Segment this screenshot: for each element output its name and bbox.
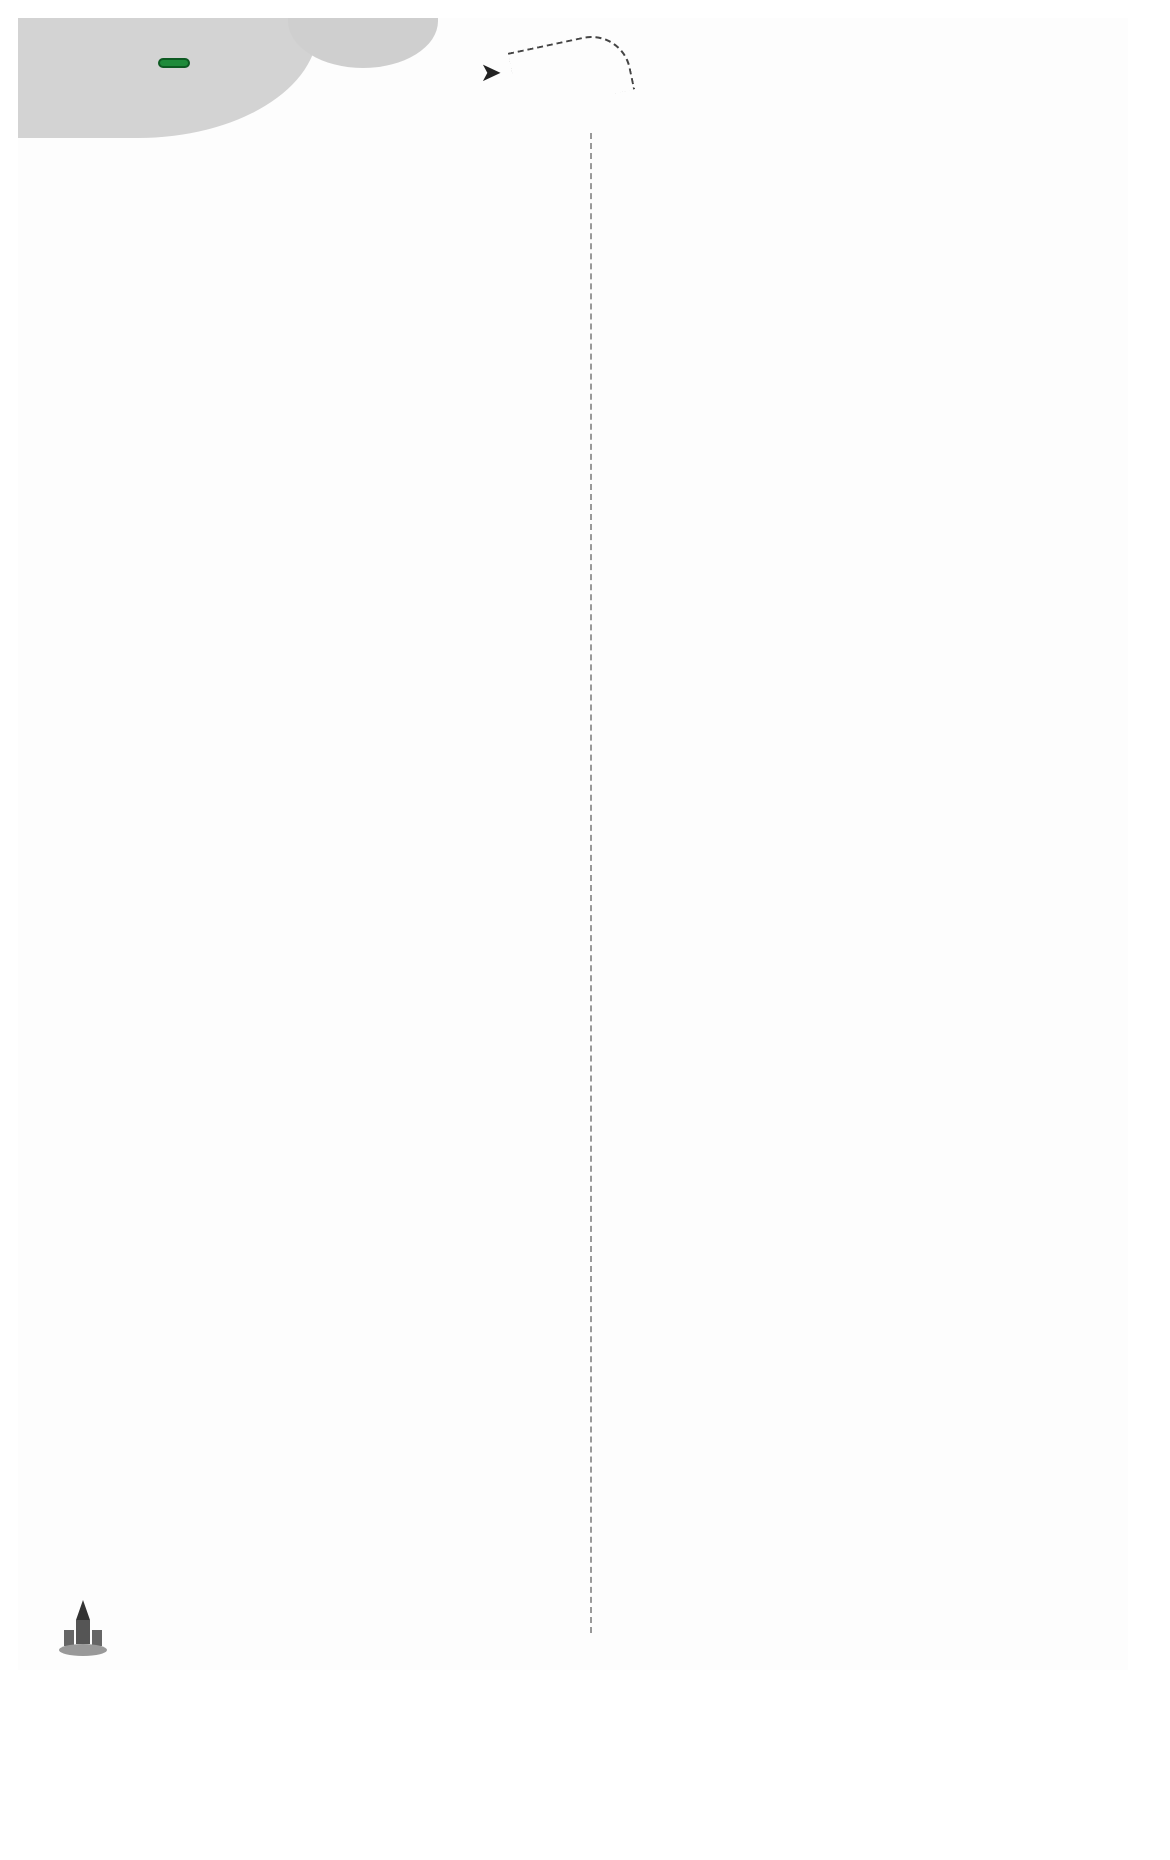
column-divider <box>590 133 592 1633</box>
header-decoration-2 <box>288 18 438 68</box>
brand-badge <box>158 58 190 68</box>
workbook-page <box>18 18 1128 1670</box>
header-decoration <box>18 18 318 138</box>
page-header <box>158 58 202 68</box>
paper-plane-icon: ➤ <box>480 58 502 88</box>
dashed-trail-decoration <box>508 29 635 114</box>
castle-icon <box>58 1598 108 1658</box>
